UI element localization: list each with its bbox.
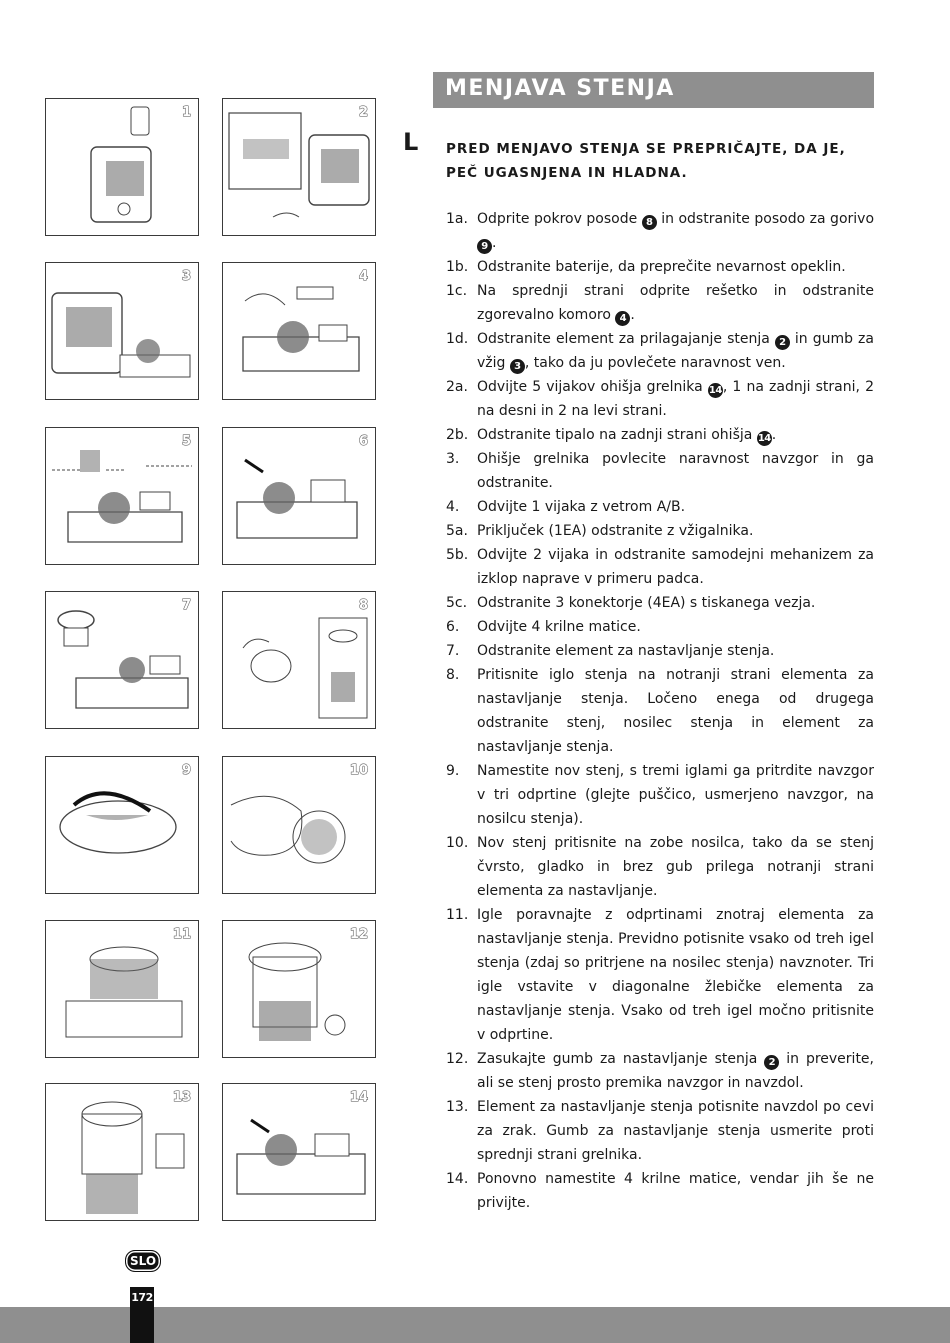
step-text: Odprite pokrov posode bbox=[477, 211, 642, 227]
figure-6 bbox=[222, 427, 376, 565]
step-text: . bbox=[492, 235, 497, 251]
section-title: MENJAVA STENJA bbox=[445, 76, 675, 101]
step-item bbox=[446, 543, 874, 591]
step-text: Element za nastavljanje stenja potisnite navzdol po cevi za zrak. Gumb za nastavljanje stenja usmerite proti sprednji strani grelnika. bbox=[477, 1099, 874, 1163]
step-text: , 1 na zadnji strani, 2 na desni in 2 na levi strani. bbox=[477, 379, 875, 419]
step-text: Odstranite tipalo na zadnji strani ohišja bbox=[477, 427, 757, 443]
step-text: , tako da ju povlečete naravnost ven. bbox=[524, 355, 786, 371]
part-number-marker: 8 bbox=[642, 215, 657, 230]
step-number: 1c. bbox=[446, 283, 468, 299]
step-number: 6. bbox=[446, 619, 460, 635]
figure-illustration bbox=[46, 263, 198, 399]
step-number: 1b. bbox=[446, 259, 469, 275]
figure-3 bbox=[45, 262, 199, 400]
step-number: 3. bbox=[446, 451, 460, 467]
page-tab bbox=[130, 1287, 154, 1343]
step-text: Pritisnite iglo stenja na notranji strani elementa za nastavljanje stenja. Ločeno enega od drugega odstranite stenj, nosilec stenja in element za nastavljanje stenja. bbox=[477, 667, 874, 755]
step-text: Odstranite 3 konektorje (4EA) s tiskanega vezja. bbox=[477, 595, 816, 611]
language-letter: L bbox=[403, 128, 419, 156]
figure-illustration bbox=[223, 263, 375, 399]
step-text: Odstranite baterije, da preprečite nevarnost opeklin. bbox=[477, 259, 846, 275]
step-number: 5c. bbox=[446, 595, 468, 611]
step-item bbox=[446, 207, 874, 255]
step-text: Odvijte 2 vijaka in odstranite samodejni mehanizem za izklop naprave v primeru padca. bbox=[477, 547, 874, 587]
figure-8 bbox=[222, 591, 376, 729]
figure-7 bbox=[45, 591, 199, 729]
step-text: in preverite, ali se stenj prosto premika navzgor in navzdol. bbox=[477, 1051, 874, 1091]
step-number: 2b. bbox=[446, 427, 469, 443]
step-text: Namestite nov stenj, s tremi iglami ga pritrdite navzgor v tri odprtine (glejte puščico, usmerjeno navzgor, na nosilcu stenja). bbox=[477, 763, 874, 827]
figure-4 bbox=[222, 262, 376, 400]
step-text: Igle poravnajte z odprtinami znotraj elementa za nastavljanje stenja. Previdno potisnite vsako od treh igel stenja (zdaj so pritrjene na nosilec stenja) navznoter. Tri igle vstavite v diagonalne žlebičke elementa za nastavljanje stenja. Vsako od treh igel močno pritisnite v odprtine. bbox=[477, 907, 874, 1043]
figure-number: 7 bbox=[181, 598, 191, 613]
step-item bbox=[446, 423, 874, 447]
part-number-marker: 2 bbox=[775, 335, 790, 350]
step-number: 10. bbox=[446, 835, 469, 851]
step-item bbox=[446, 519, 874, 543]
figure-number: 12 bbox=[349, 927, 368, 942]
section-header bbox=[433, 72, 874, 108]
step-text: in gumb za vžig bbox=[477, 331, 874, 371]
figure-10 bbox=[222, 756, 376, 894]
step-text: . bbox=[630, 307, 635, 323]
figure-13 bbox=[45, 1083, 199, 1221]
part-number-marker: 4 bbox=[615, 311, 630, 326]
figure-number: 1 bbox=[181, 105, 191, 120]
part-number-marker: 3 bbox=[510, 359, 525, 374]
figure-number: 14 bbox=[349, 1090, 368, 1105]
part-number-marker: 9 bbox=[477, 239, 492, 254]
figure-illustration bbox=[46, 99, 198, 235]
step-text: Odstranite element za prilagajanje stenja bbox=[477, 331, 775, 347]
figure-number: 9 bbox=[181, 763, 191, 778]
step-item bbox=[446, 591, 874, 615]
step-text: Odvijte 5 vijakov ohišja grelnika bbox=[477, 379, 708, 395]
step-text: Odstranite element za nastavljanje stenja. bbox=[477, 643, 775, 659]
step-item bbox=[446, 759, 874, 831]
step-number: 13. bbox=[446, 1099, 469, 1115]
step-item bbox=[446, 831, 874, 903]
step-text: Odvijte 4 krilne matice. bbox=[477, 619, 641, 635]
figure-illustration bbox=[223, 99, 375, 235]
step-item bbox=[446, 903, 874, 1047]
figure-2 bbox=[222, 98, 376, 236]
figure-number: 6 bbox=[358, 434, 368, 449]
step-item bbox=[446, 375, 874, 423]
safety-warning bbox=[446, 137, 874, 185]
instruction-steps bbox=[446, 207, 874, 1215]
figure-illustration bbox=[223, 592, 375, 728]
part-number-marker: 14 bbox=[757, 433, 771, 444]
step-item bbox=[446, 663, 874, 759]
figure-number: 3 bbox=[181, 269, 191, 284]
step-item bbox=[446, 279, 874, 327]
part-number-marker: 2 bbox=[764, 1055, 779, 1070]
figure-number: 13 bbox=[172, 1090, 191, 1105]
step-text: Ohišje grelnika povlecite naravnost navzgor in ga odstranite. bbox=[477, 451, 874, 491]
step-item bbox=[446, 495, 874, 519]
step-item bbox=[446, 255, 874, 279]
figure-number: 10 bbox=[349, 763, 368, 778]
step-text: Na sprednji strani odprite rešetko in odstranite zgorevalno komoro bbox=[477, 283, 874, 323]
step-number: 4. bbox=[446, 499, 460, 515]
figure-illustration bbox=[46, 757, 198, 893]
step-item bbox=[446, 1047, 874, 1095]
figure-illustration bbox=[46, 592, 198, 728]
step-text: . bbox=[771, 427, 777, 443]
step-text: Zasukajte gumb za nastavljanje stenja bbox=[477, 1051, 765, 1067]
figure-5 bbox=[45, 427, 199, 565]
step-item bbox=[446, 327, 874, 375]
step-item bbox=[446, 1167, 874, 1215]
figure-number: 5 bbox=[181, 434, 191, 449]
step-number: 14. bbox=[446, 1171, 469, 1187]
step-number: 1d. bbox=[446, 331, 469, 347]
step-number: 9. bbox=[446, 763, 460, 779]
step-item bbox=[446, 615, 874, 639]
step-number: 7. bbox=[446, 643, 460, 659]
language-badge: SLO bbox=[125, 1250, 161, 1272]
figure-11 bbox=[45, 920, 199, 1058]
figure-12 bbox=[222, 920, 376, 1058]
figure-14 bbox=[222, 1083, 376, 1221]
warning-line-1: PRED MENJAVO STENJA SE PREPRIČAJTE, DA JE, bbox=[446, 141, 846, 157]
warning-line-2: PEČ UGASNJENA IN HLADNA. bbox=[446, 165, 688, 181]
figure-number: 11 bbox=[172, 927, 191, 942]
step-text: Odvijte 1 vijaka z vetrom A/B. bbox=[477, 499, 686, 515]
step-text: in odstranite posodo za gorivo bbox=[656, 211, 875, 227]
step-item bbox=[446, 447, 874, 495]
step-item bbox=[446, 639, 874, 663]
figure-number: 2 bbox=[358, 105, 368, 120]
step-number: 5a. bbox=[446, 523, 468, 539]
figure-number: 8 bbox=[358, 598, 368, 613]
step-text: Ponovno namestite 4 krilne matice, vendar jih še ne privijte. bbox=[477, 1171, 874, 1211]
step-number: 1a. bbox=[446, 211, 468, 227]
page-number: 172 bbox=[131, 1291, 153, 1304]
step-number: 2a. bbox=[446, 379, 468, 395]
step-number: 12. bbox=[446, 1051, 469, 1067]
step-number: 5b. bbox=[446, 547, 469, 563]
step-number: 11. bbox=[446, 907, 469, 923]
step-item bbox=[446, 1095, 874, 1167]
figure-1 bbox=[45, 98, 199, 236]
figure-illustration bbox=[223, 428, 375, 564]
figure-illustration bbox=[46, 428, 198, 564]
figure-9 bbox=[45, 756, 199, 894]
step-text: Nov stenj pritisnite na zobe nosilca, tako da se stenj čvrsto, gladko in brez gub prilega notranji strani elementa za nastavljanje. bbox=[477, 835, 874, 899]
step-number: 8. bbox=[446, 667, 460, 683]
part-number-marker: 14 bbox=[708, 385, 722, 396]
step-text: Priključek (1EA) odstranite z vžigalnika. bbox=[477, 523, 754, 539]
figure-number: 4 bbox=[358, 269, 368, 284]
